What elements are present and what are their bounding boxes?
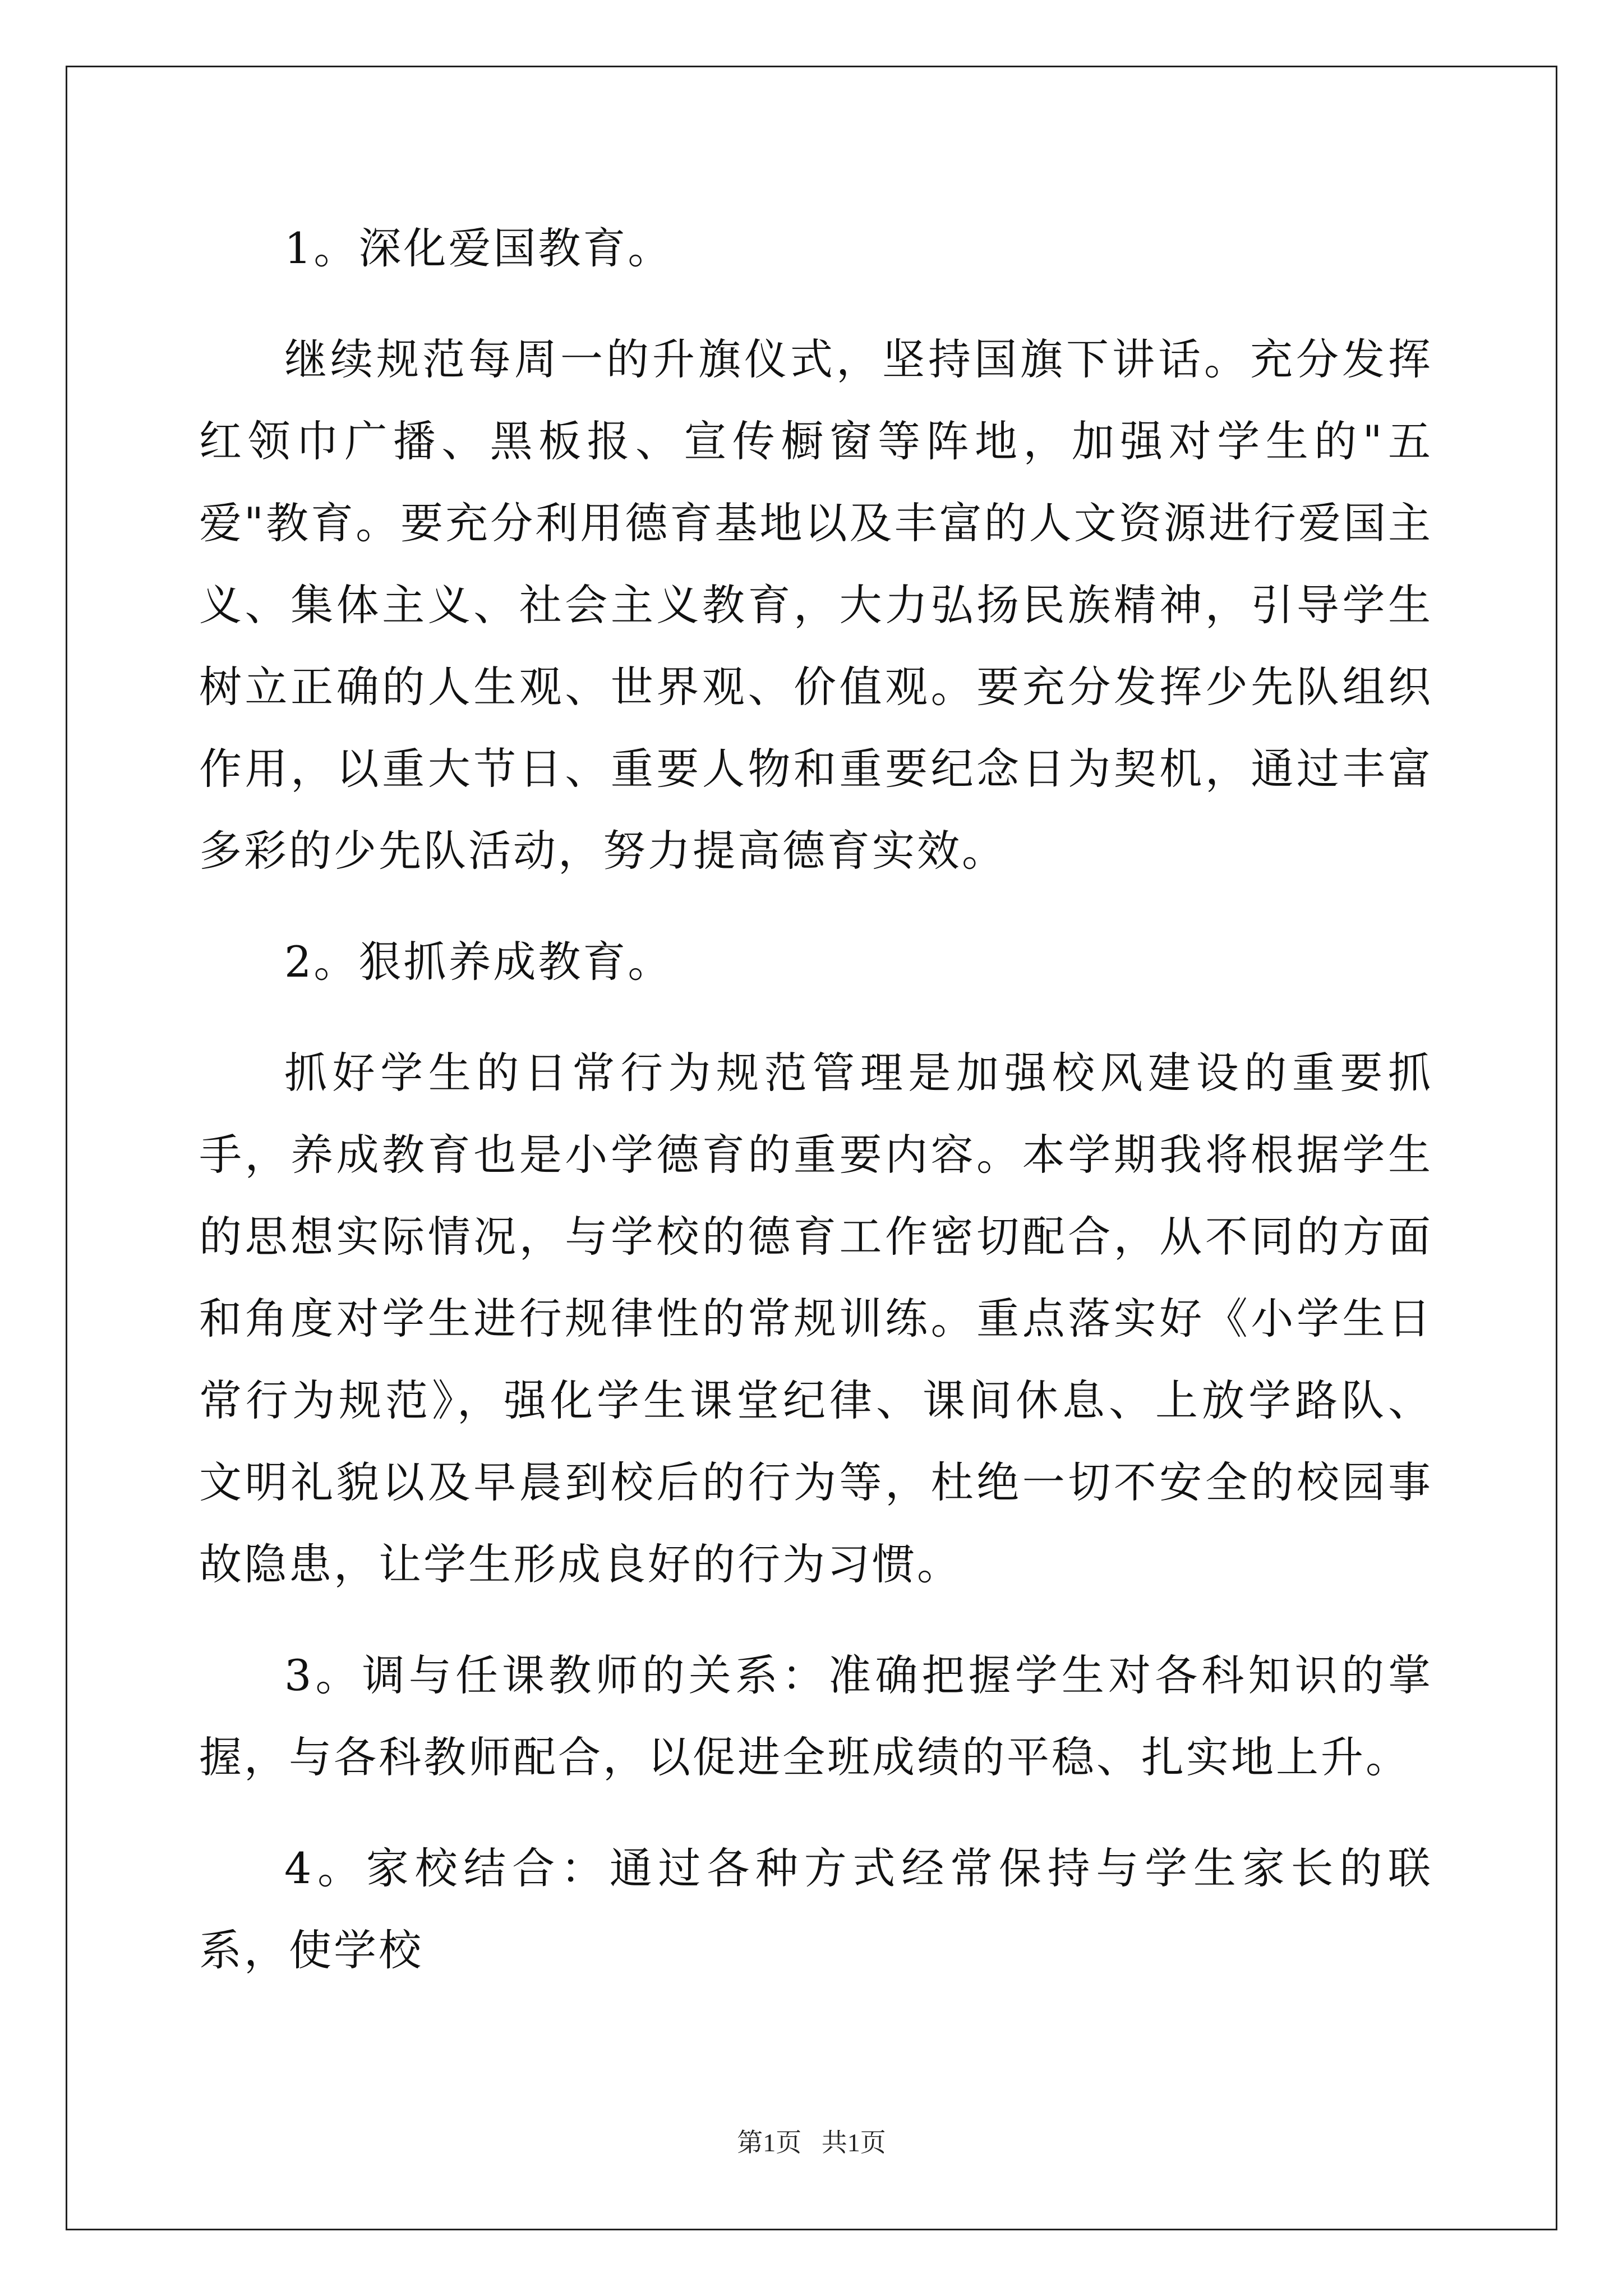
document-body: [199, 208, 1433, 2021]
paragraph-4: 抓好学生的日常行为规范管理是加强校风建设的重要抓手，养成教育也是小学德育的重要内容。本学期我将根据学生的思想实际情况，与学校的德育工作密切配合，从不同的方面和角度对学生进行规律性的常规训练。重点落实好《小学生日常行为规范》，强化学生课堂纪律、课间休息、上放学路队、文明礼貌以及早晨到校后的行为等，杜绝一切不安全的校园事故隐患，让学生形成良好的行为习惯。: [199, 1048, 1433, 1589]
paragraph-3: 2。狠抓养成教育。: [284, 937, 673, 987]
total-pages: 共1页: [821, 2128, 886, 2157]
paragraph-1: 1。深化爱国教育。: [284, 223, 673, 273]
paragraph-6: 4。家校结合：通过各种方式经常保持与学生家长的联系，使学校: [199, 1843, 1433, 1975]
page-number: 第1页: [737, 2128, 802, 2157]
paragraph-2: 继续规范每周一的升旗仪式，坚持国旗下讲话。充分发挥红领巾广播、黑板报、宣传橱窗等阵地，加强对学生的"五爱"教育。要充分利用德育基地以及丰富的人文资源进行爱国主义、集体主义、社会主义教育，大力弘扬民族精神，引导学生树立正确的人生观、世界观、价值观。要充分发挥少先队组织作用，以重大节日、重要人物和重要纪念日为契机，通过丰富多彩的少先队活动，努力提高德育实效。: [199, 334, 1433, 876]
paragraph-5: 3。调与任课教师的关系：准确把握学生对各科知识的掌握，与各科教师配合，以促进全班成绩的平稳、扎实地上升。: [199, 1650, 1433, 1782]
page-footer: [0, 2122, 1623, 2159]
